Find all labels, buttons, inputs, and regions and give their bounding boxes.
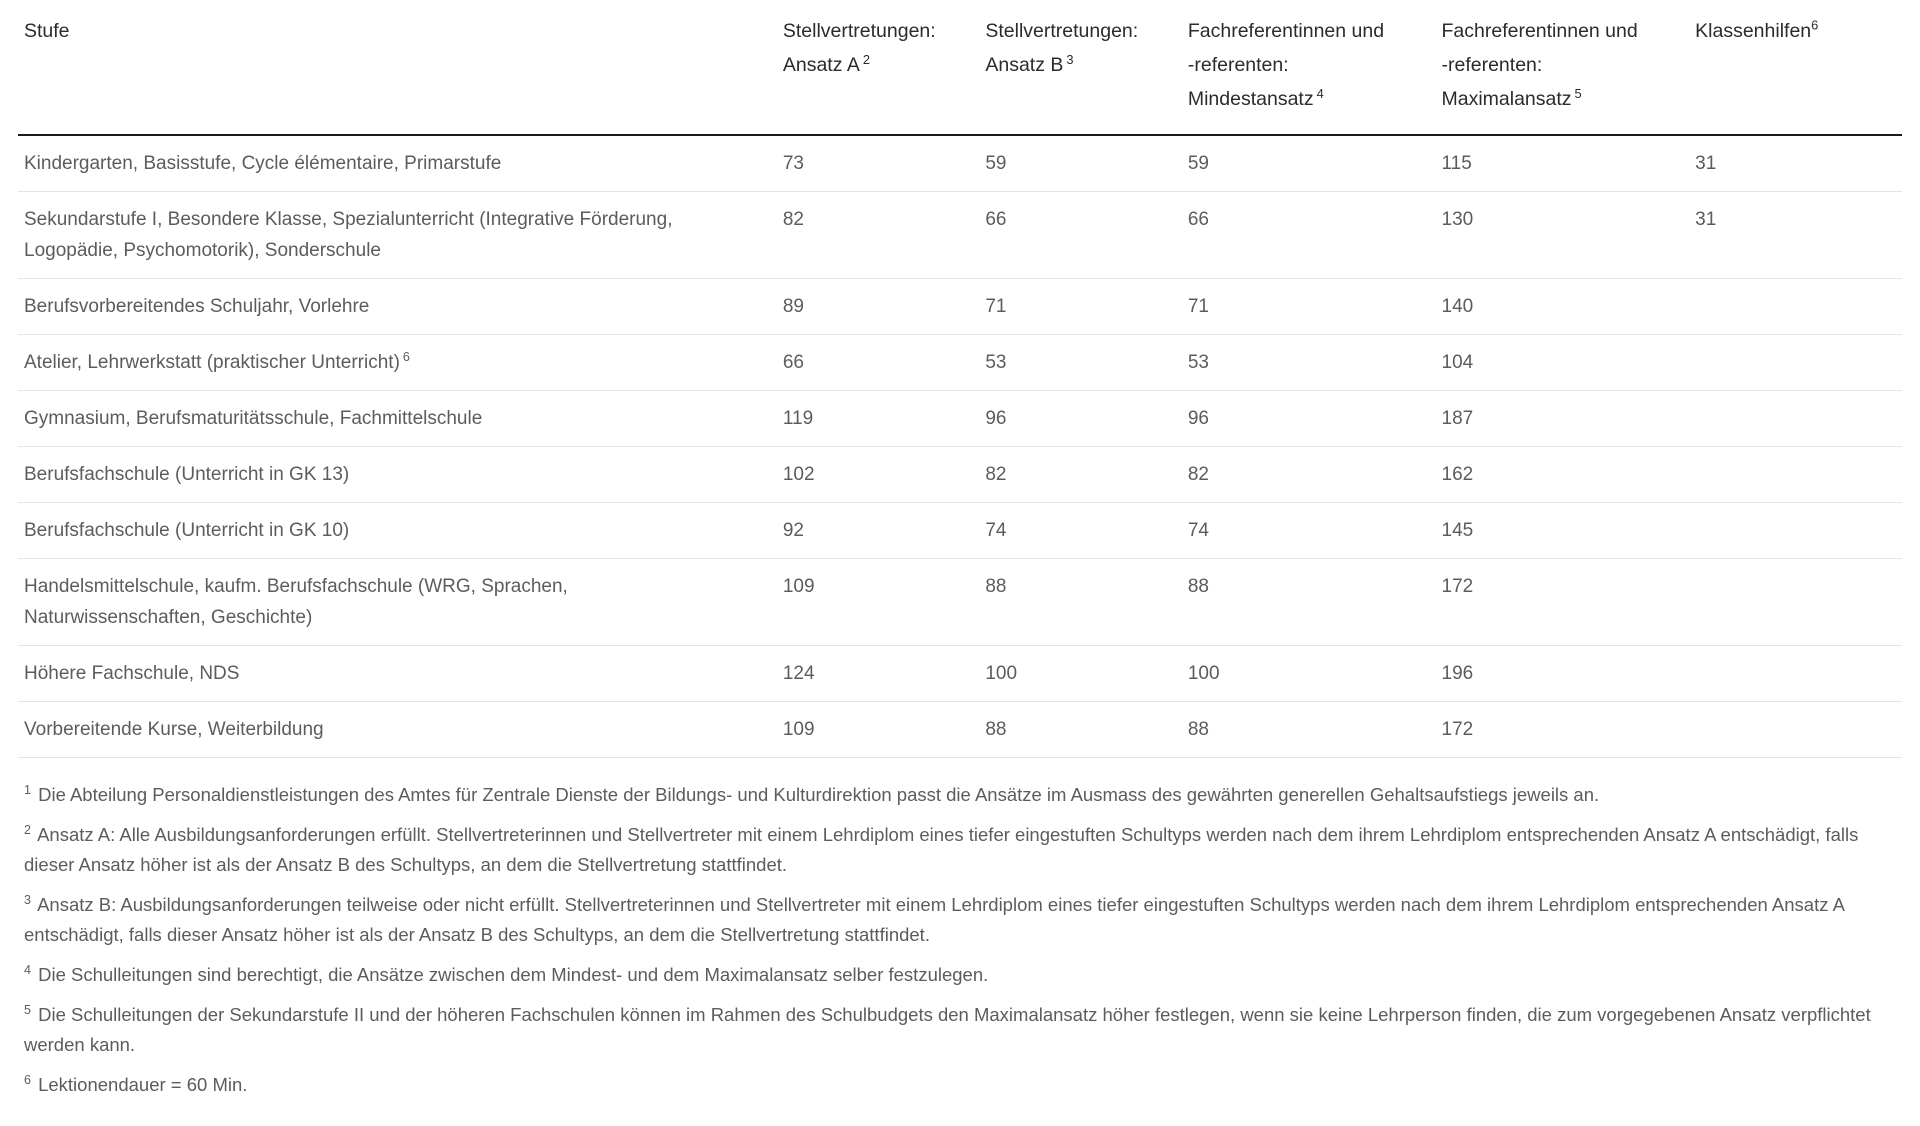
footnote-2 — [24, 820, 1896, 880]
column-header-stufe-line-1: Stufe — [24, 20, 70, 42]
cell-ansatz-b: 74 — [977, 503, 1180, 559]
cell-maximalansatz: 172 — [1434, 702, 1688, 758]
cell-maximalansatz: 130 — [1434, 192, 1688, 279]
cell-ansatz-b: 88 — [977, 559, 1180, 646]
footnotes-section — [18, 758, 1902, 1122]
cell-ansatz-b: 88 — [977, 702, 1180, 758]
footnote-1 — [24, 780, 1896, 810]
footnote-ref-2: 2 — [862, 51, 870, 67]
column-header-ansatz-a — [775, 0, 978, 135]
cell-stufe-text: Kindergarten, Basisstufe, Cycle élémentaire, Primarstufe — [24, 153, 502, 174]
cell-ansatz-a: 66 — [775, 335, 978, 391]
column-header-klassenhilfen-text: Klassenhilfen — [1695, 20, 1812, 42]
cell-stufe-text: Gymnasium, Berufsmaturitätsschule, Fachmittelschule — [24, 408, 483, 429]
column-header-mindestansatz-line-2: -referenten: — [1187, 54, 1289, 76]
cell-stufe-text: Sekundarstufe I, Besondere Klasse, Spezialunterricht (Integrative Förderung, Logopädie, Psychomotorik), Sonderschule — [24, 209, 673, 261]
column-header-ansatz-b-line-1: Stellvertretungen: — [985, 20, 1139, 42]
column-header-klassenhilfen — [1687, 0, 1902, 135]
cell-ansatz-b: 59 — [977, 135, 1180, 192]
cell-stufe-text: Atelier, Lehrwerkstatt (praktischer Unterricht) — [24, 352, 400, 373]
table-body — [18, 135, 1902, 758]
cell-mindestansatz: 53 — [1180, 335, 1434, 391]
table-row — [18, 503, 1902, 559]
column-header-stufe — [18, 0, 775, 135]
footnote-ref-5: 5 — [1574, 85, 1582, 101]
table-header — [18, 0, 1902, 135]
cell-mindestansatz: 96 — [1180, 391, 1434, 447]
cell-ansatz-a: 82 — [775, 192, 978, 279]
cell-ansatz-b: 53 — [977, 335, 1180, 391]
cell-stufe-text: Handelsmittelschule, kaufm. Berufsfachschule (WRG, Sprachen, Naturwissenschaften, Geschichte) — [24, 576, 568, 628]
cell-maximalansatz: 187 — [1434, 391, 1688, 447]
cell-ansatz-b: 100 — [977, 646, 1180, 702]
footnote-text: Lektionendauer = 60 Min. — [38, 1074, 248, 1095]
column-header-maximalansatz-line-3 — [1442, 82, 1676, 116]
table-row — [18, 702, 1902, 758]
footnote-marker: 3 — [24, 892, 31, 907]
footnote-4 — [24, 960, 1896, 990]
cell-ansatz-b: 96 — [977, 391, 1180, 447]
footnote-text: Ansatz B: Ausbildungsanforderungen teilweise oder nicht erfüllt. Stellvertreterinnen und Stellvertreter mit einem Lehrdiplom eines tiefer eingestuften Schultyps werden nach dem ihrem Lehrdiplom entsprechenden Ansatz A entschädigt, falls dieser Ansatz höher ist als der Ansatz B des Schultyps, an dem die Stellvertretung stattfindet. — [24, 894, 1844, 945]
cell-stufe — [18, 646, 775, 702]
cell-klassenhilfen — [1687, 447, 1902, 503]
footnote-marker: 4 — [24, 962, 31, 977]
column-header-maximalansatz — [1434, 0, 1688, 135]
rates-table — [18, 0, 1902, 758]
table-header-row — [18, 0, 1902, 135]
cell-maximalansatz: 104 — [1434, 335, 1688, 391]
cell-mindestansatz: 100 — [1180, 646, 1434, 702]
column-header-maximalansatz-line-1: Fachreferentinnen und — [1441, 20, 1638, 42]
cell-stufe — [18, 192, 775, 279]
table-row — [18, 279, 1902, 335]
cell-maximalansatz: 196 — [1434, 646, 1688, 702]
cell-klassenhilfen — [1687, 646, 1902, 702]
cell-ansatz-b: 66 — [977, 192, 1180, 279]
cell-stufe-text: Berufsvorbereitendes Schuljahr, Vorlehre — [24, 296, 370, 317]
cell-klassenhilfen — [1687, 503, 1902, 559]
footnote-text: Die Schulleitungen der Sekundarstufe II und der höheren Fachschulen können im Rahmen des Schulbudgets den Maximalansatz höher festlegen, wenn sie keine Lehrperson finden, die zum vorgegebenen Ansatz verpflichtet werden kann. — [24, 1004, 1871, 1055]
column-header-mindestansatz-line-3-text: Mindestansatz — [1187, 88, 1314, 110]
cell-mindestansatz: 74 — [1180, 503, 1434, 559]
column-header-mindestansatz-line-3 — [1188, 82, 1422, 116]
cell-mindestansatz: 88 — [1180, 702, 1434, 758]
cell-klassenhilfen — [1687, 279, 1902, 335]
cell-stufe — [18, 279, 775, 335]
cell-maximalansatz: 172 — [1434, 559, 1688, 646]
cell-mindestansatz: 88 — [1180, 559, 1434, 646]
cell-ansatz-a: 92 — [775, 503, 978, 559]
column-header-ansatz-a-line-1: Stellvertretungen: — [782, 20, 936, 42]
cell-klassenhilfen: 31 — [1687, 135, 1902, 192]
table-row — [18, 391, 1902, 447]
cell-ansatz-a: 119 — [775, 391, 978, 447]
column-header-maximalansatz-line-3-text: Maximalansatz — [1441, 88, 1572, 110]
cell-ansatz-a: 109 — [775, 702, 978, 758]
footnote-text: Ansatz A: Alle Ausbildungsanforderungen erfüllt. Stellvertreterinnen und Stellvertreter mit einem Lehrdiplom eines tiefer eingestuften Schultyps werden nach dem ihrem Lehrdiplom entsprechenden Ansatz A entschädigt, falls dieser Ansatz höher ist als der Ansatz B des Schultyps, an dem die Stellvertretung stattfindet. — [24, 824, 1859, 875]
cell-ansatz-a: 102 — [775, 447, 978, 503]
cell-stufe-text: Vorbereitende Kurse, Weiterbildung — [24, 719, 324, 740]
footnote-text: Die Abteilung Personaldienstleistungen des Amtes für Zentrale Dienste der Bildungs- und Kulturdirektion passt die Ansätze im Ausmass des gewährten generellen Gehaltsaufstiegs jeweils an. — [38, 784, 1600, 805]
cell-ansatz-b: 71 — [977, 279, 1180, 335]
column-header-mindestansatz-line-1: Fachreferentinnen und — [1187, 20, 1385, 42]
cell-mindestansatz: 82 — [1180, 447, 1434, 503]
cell-stufe — [18, 391, 775, 447]
cell-stufe — [18, 335, 775, 391]
footnote-marker: 5 — [24, 1002, 31, 1017]
cell-stufe-text: Höhere Fachschule, NDS — [24, 663, 240, 684]
footnote-6 — [24, 1070, 1896, 1100]
cell-klassenhilfen — [1687, 391, 1902, 447]
table-row — [18, 335, 1902, 391]
column-header-ansatz-b-line-2-text: Ansatz B — [985, 54, 1064, 76]
cell-stufe — [18, 135, 775, 192]
cell-klassenhilfen: 31 — [1687, 192, 1902, 279]
footnote-ref-3: 3 — [1066, 51, 1074, 67]
footnote-ref-6: 6 — [1811, 17, 1819, 33]
cell-mindestansatz: 71 — [1180, 279, 1434, 335]
cell-ansatz-a: 124 — [775, 646, 978, 702]
cell-maximalansatz: 140 — [1434, 279, 1688, 335]
column-header-ansatz-b-line-2 — [985, 48, 1168, 82]
footnote-ref-6: 6 — [402, 349, 410, 364]
table-row — [18, 135, 1902, 192]
cell-ansatz-a: 73 — [775, 135, 978, 192]
footnote-ref-4: 4 — [1316, 85, 1324, 101]
cell-maximalansatz: 115 — [1434, 135, 1688, 192]
column-header-klassenhilfen-line-1 — [1695, 14, 1890, 48]
cell-stufe-text: Berufsfachschule (Unterricht in GK 10) — [24, 520, 350, 541]
footnote-3 — [24, 890, 1896, 950]
table-row — [18, 447, 1902, 503]
cell-maximalansatz: 145 — [1434, 503, 1688, 559]
column-header-ansatz-a-line-2-text: Ansatz A — [782, 54, 860, 76]
table-row — [18, 559, 1902, 646]
cell-klassenhilfen — [1687, 702, 1902, 758]
column-header-maximalansatz-line-2: -referenten: — [1441, 54, 1543, 76]
cell-ansatz-b: 82 — [977, 447, 1180, 503]
table-row — [18, 192, 1902, 279]
cell-klassenhilfen — [1687, 559, 1902, 646]
cell-klassenhilfen — [1687, 335, 1902, 391]
footnote-marker: 6 — [24, 1072, 31, 1087]
footnote-marker: 1 — [24, 782, 31, 797]
cell-stufe — [18, 503, 775, 559]
cell-ansatz-a: 89 — [775, 279, 978, 335]
cell-maximalansatz: 162 — [1434, 447, 1688, 503]
column-header-ansatz-a-line-2 — [783, 48, 966, 82]
column-header-mindestansatz — [1180, 0, 1434, 135]
cell-mindestansatz: 66 — [1180, 192, 1434, 279]
cell-stufe — [18, 559, 775, 646]
footnote-text: Die Schulleitungen sind berechtigt, die Ansätze zwischen dem Mindest- und dem Maximalansatz selber festzulegen. — [38, 964, 989, 985]
table-row — [18, 646, 1902, 702]
cell-mindestansatz: 59 — [1180, 135, 1434, 192]
cell-ansatz-a: 109 — [775, 559, 978, 646]
footnote-marker: 2 — [24, 822, 31, 837]
cell-stufe-text: Berufsfachschule (Unterricht in GK 13) — [24, 464, 350, 485]
cell-stufe — [18, 702, 775, 758]
footnote-5 — [24, 1000, 1896, 1060]
column-header-ansatz-b — [977, 0, 1180, 135]
cell-stufe — [18, 447, 775, 503]
